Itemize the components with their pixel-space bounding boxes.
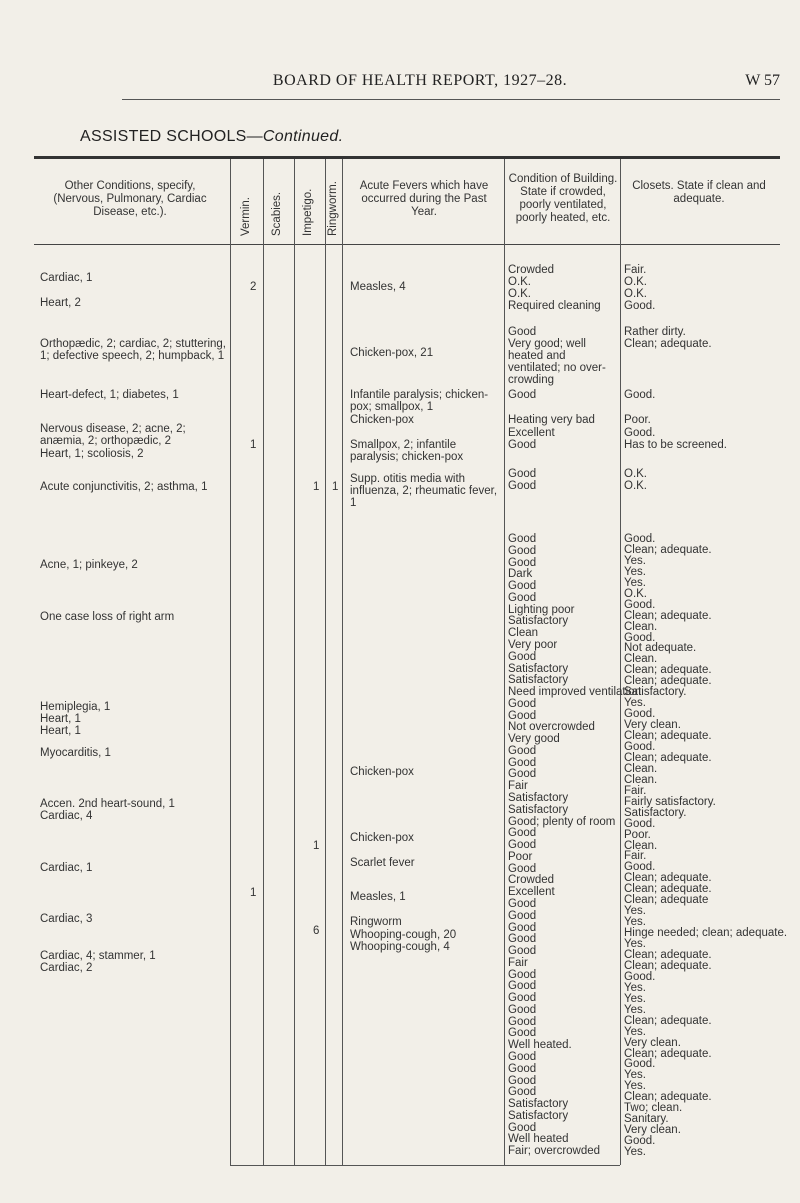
- building-condition: Good: [508, 839, 537, 851]
- building-condition: Good: [508, 863, 537, 875]
- closet-condition: Fairly satisfactory.: [624, 796, 716, 808]
- building-condition: Crowded: [508, 874, 555, 886]
- building-condition: Good: [508, 480, 537, 492]
- building-condition: Dark: [508, 568, 533, 580]
- column-divider: [504, 159, 505, 1165]
- other-condition: Heart, 2: [40, 297, 81, 309]
- closet-condition: Clean; adequate.: [624, 675, 712, 687]
- column-divider: [230, 159, 231, 1165]
- impetigo-count: 6: [313, 925, 320, 937]
- building-condition: Poor: [508, 851, 533, 863]
- closet-condition: Good.: [624, 971, 656, 983]
- header-scabies: Scabies.: [271, 191, 283, 236]
- table-bottom-rule: [230, 1165, 620, 1166]
- closet-condition: Clean; adequate.: [624, 544, 712, 556]
- building-condition: Good: [508, 439, 537, 451]
- closet-condition: Good.: [624, 861, 656, 873]
- building-condition: Good: [508, 545, 537, 557]
- closet-condition: Clean.: [624, 840, 658, 852]
- scabies-count: 2: [250, 281, 257, 293]
- closet-condition: Clean.: [624, 653, 658, 665]
- closet-condition: Yes.: [624, 1146, 646, 1158]
- fever-entry: Measles, 1: [350, 891, 406, 903]
- closet-condition: Clean; adequate: [624, 894, 709, 906]
- impetigo-count: 1: [313, 840, 320, 852]
- closet-condition: Yes.: [624, 982, 646, 994]
- closet-condition: Hinge needed; clean; adequate.: [624, 927, 788, 939]
- building-condition: Good: [508, 1063, 537, 1075]
- other-condition: One case loss of right arm: [40, 611, 175, 623]
- building-condition: Satisfactory: [508, 674, 569, 686]
- closet-condition: O.K.: [624, 288, 648, 300]
- other-condition: Cardiac, 1: [40, 862, 93, 874]
- building-condition: Very good; well heated and ventilated; no over-crowding: [508, 338, 606, 386]
- closet-condition: Satisfactory.: [624, 686, 687, 698]
- table-header-rule: [34, 244, 780, 245]
- other-condition: Cardiac, 3: [40, 913, 93, 925]
- closet-condition: Good.: [624, 708, 656, 720]
- building-condition: Good: [508, 898, 537, 910]
- building-condition: Good: [508, 592, 537, 604]
- building-condition: Good: [508, 1122, 537, 1134]
- table-top-rule: [34, 156, 780, 159]
- other-condition: Orthopædic, 2; cardiac, 2; stuttering, 1; defective speech, 2; humpback, 1: [40, 338, 227, 362]
- other-condition: Cardiac, 4: [40, 810, 93, 822]
- closet-condition: Good.: [624, 427, 656, 439]
- fever-entry: Whooping-cough, 20: [350, 929, 457, 941]
- building-condition: Need improved ventilation: [508, 686, 641, 698]
- closet-condition: Yes.: [624, 993, 646, 1005]
- closet-condition: Yes.: [624, 697, 646, 709]
- closet-condition: Good.: [624, 632, 656, 644]
- closet-condition: Clean; adequate.: [624, 872, 712, 884]
- building-condition: Satisfactory: [508, 804, 569, 816]
- closet-condition: Satisfactory.: [624, 807, 687, 819]
- closet-condition: Poor.: [624, 829, 651, 841]
- closet-condition: Rather dirty.: [624, 326, 686, 338]
- fever-entry: Chicken-pox: [350, 766, 414, 778]
- fever-entry: Chicken-pox, 21: [350, 347, 434, 359]
- other-condition: Accen. 2nd heart-sound, 1: [40, 798, 175, 810]
- closet-condition: O.K.: [624, 480, 648, 492]
- building-condition: Good: [508, 710, 537, 722]
- building-condition: Excellent: [508, 886, 555, 898]
- fever-entry: Infantile paralysis; chicken-pox; smallpox, 1: [350, 389, 489, 413]
- ringworm-count: 1: [332, 481, 339, 493]
- building-condition: Clean: [508, 627, 539, 639]
- building-condition: Good: [508, 992, 537, 1004]
- closet-condition: Yes.: [624, 1004, 646, 1016]
- header-acute-fevers: Acute Fevers which have occurred during the Past Year.: [359, 180, 489, 218]
- building-condition: Good: [508, 651, 537, 663]
- closet-condition: Fair.: [624, 264, 647, 276]
- closet-condition: Good.: [624, 300, 656, 312]
- other-condition: Nervous disease, 2; acne, 2; anæmia, 2; orthopædic, 2: [40, 423, 186, 447]
- building-condition: O.K.: [508, 276, 532, 288]
- building-condition: Good: [508, 922, 537, 934]
- closet-condition: Yes.: [624, 1026, 646, 1038]
- other-condition: Heart, 1; scoliosis, 2: [40, 448, 144, 460]
- closet-condition: Good.: [624, 1058, 656, 1070]
- building-condition: Fair; overcrowded: [508, 1145, 601, 1157]
- building-condition: Not overcrowded: [508, 721, 595, 733]
- fever-entry: Ringworm: [350, 916, 402, 928]
- closet-condition: Good.: [624, 599, 656, 611]
- closet-condition: Clean; adequate.: [624, 664, 712, 676]
- closet-condition: Yes.: [624, 1080, 646, 1092]
- other-condition: Cardiac, 4; stammer, 1: [40, 950, 156, 962]
- column-divider: [294, 159, 295, 1165]
- other-condition: Cardiac, 1: [40, 272, 93, 284]
- building-condition: Satisfactory: [508, 615, 569, 627]
- building-condition: Good: [508, 980, 537, 992]
- building-condition: Very good: [508, 733, 560, 745]
- closet-condition: Clean.: [624, 621, 658, 633]
- building-condition: Good: [508, 1075, 537, 1087]
- column-divider: [263, 159, 264, 1165]
- fever-entry: Chicken-pox: [350, 414, 414, 426]
- closet-condition: Good.: [624, 741, 656, 753]
- header-building: Condition of Building. State if crowded, poorly ventilated, poorly heated, etc.: [508, 173, 618, 224]
- closet-condition: Clean; adequate.: [624, 960, 712, 972]
- building-condition: Required cleaning: [508, 300, 601, 312]
- column-divider: [325, 159, 326, 1165]
- closet-condition: Clean; adequate.: [624, 752, 712, 764]
- building-condition: Good: [508, 389, 537, 401]
- building-condition: Good: [508, 698, 537, 710]
- fever-entry: Chicken-pox: [350, 832, 414, 844]
- closet-condition: O.K.: [624, 276, 648, 288]
- building-condition: Well heated: [508, 1133, 569, 1145]
- building-condition: Very poor: [508, 639, 558, 651]
- fever-entry: Supp. otitis media with influenza, 2; rheumatic fever, 1: [350, 473, 498, 509]
- building-condition: Good: [508, 533, 537, 545]
- building-condition: Good; plenty of room: [508, 816, 616, 828]
- building-condition: Heating very bad: [508, 414, 595, 426]
- closet-condition: Yes.: [624, 938, 646, 950]
- building-condition: Satisfactory: [508, 663, 569, 675]
- other-condition: Heart-defect, 1; diabetes, 1: [40, 389, 179, 401]
- building-condition: Good: [508, 468, 537, 480]
- building-condition: Crowded: [508, 264, 555, 276]
- column-divider: [342, 159, 343, 1165]
- building-condition: Fair: [508, 780, 528, 792]
- closet-condition: Yes.: [624, 566, 646, 578]
- building-condition: O.K.: [508, 288, 532, 300]
- closet-condition: Clean; adequate.: [624, 1048, 712, 1060]
- header-vermin: Vermin.: [240, 197, 252, 236]
- closet-condition: Yes.: [624, 577, 646, 589]
- closet-condition: Clean; adequate.: [624, 883, 712, 895]
- building-condition: Lighting poor: [508, 604, 575, 616]
- building-condition: Good: [508, 1016, 537, 1028]
- other-condition: Heart, 1: [40, 713, 81, 725]
- building-condition: Good: [508, 1004, 537, 1016]
- closet-condition: Very clean.: [624, 1037, 681, 1049]
- closet-condition: O.K.: [624, 468, 648, 480]
- closet-condition: Good.: [624, 818, 656, 830]
- closet-condition: O.K.: [624, 588, 648, 600]
- fever-entry: Smallpox, 2; infantile paralysis; chicken-pox: [350, 439, 464, 463]
- building-condition: Fair: [508, 957, 528, 969]
- closet-condition: Very clean.: [624, 719, 681, 731]
- other-condition: Acute conjunctivitis, 2; asthma, 1: [40, 481, 208, 493]
- closet-condition: Poor.: [624, 414, 651, 426]
- closet-condition: Clean.: [624, 763, 658, 775]
- header-closets: Closets. State if clean and adequate.: [632, 180, 766, 205]
- closet-condition: Clean; adequate.: [624, 949, 712, 961]
- closet-condition: Yes.: [624, 916, 646, 928]
- closet-condition: Good.: [624, 389, 656, 401]
- closet-condition: Not adequate.: [624, 642, 697, 654]
- closet-condition: Yes.: [624, 555, 646, 567]
- fever-entry: Scarlet fever: [350, 857, 415, 869]
- closet-condition: Good.: [624, 1135, 656, 1147]
- building-condition: Well heated.: [508, 1039, 572, 1051]
- building-condition: Satisfactory: [508, 1098, 569, 1110]
- closet-condition: Clean; adequate.: [624, 338, 712, 350]
- closet-condition: Fair.: [624, 850, 647, 862]
- closet-condition: Yes.: [624, 1069, 646, 1081]
- other-condition: Hemiplegia, 1: [40, 701, 111, 713]
- building-condition: Good: [508, 945, 537, 957]
- building-condition: Good: [508, 1086, 537, 1098]
- building-condition: Satisfactory: [508, 792, 569, 804]
- header-ringworm: Ringworm.: [327, 181, 339, 236]
- closet-condition: Sanitary.: [624, 1113, 669, 1125]
- building-condition: Good: [508, 969, 537, 981]
- other-condition: Cardiac, 2: [40, 962, 93, 974]
- header-impetigo: Impetigo.: [302, 188, 314, 236]
- fever-entry: Whooping-cough, 4: [350, 941, 450, 953]
- closet-condition: Clean; adequate.: [624, 610, 712, 622]
- header-rule: [122, 99, 780, 100]
- fever-entry: Measles, 4: [350, 281, 406, 293]
- building-condition: Good: [508, 933, 537, 945]
- closet-condition: Clean; adequate.: [624, 730, 712, 742]
- page-header: [60, 72, 780, 96]
- closet-condition: Has to be screened.: [624, 439, 727, 451]
- building-condition: Good: [508, 827, 537, 839]
- closet-condition: Yes.: [624, 905, 646, 917]
- building-condition: Good: [508, 1051, 537, 1063]
- building-condition: Good: [508, 745, 537, 757]
- impetigo-count: 1: [313, 481, 320, 493]
- building-condition: Good: [508, 580, 537, 592]
- column-divider: [620, 159, 621, 1165]
- scabies-count: 1: [250, 439, 257, 451]
- other-condition: Acne, 1; pinkeye, 2: [40, 559, 138, 571]
- building-condition: Good: [508, 768, 537, 780]
- building-condition: Good: [508, 910, 537, 922]
- building-condition: Good: [508, 757, 537, 769]
- report-title: BOARD OF HEALTH REPORT, 1927–28.: [272, 72, 568, 89]
- closet-condition: Clean; adequate.: [624, 1015, 712, 1027]
- closet-condition: Very clean.: [624, 1124, 681, 1136]
- closet-condition: Good.: [624, 533, 656, 545]
- closet-condition: Two; clean.: [624, 1102, 683, 1114]
- building-condition: Good: [508, 1027, 537, 1039]
- other-condition: Myocarditis, 1: [40, 747, 111, 759]
- building-condition: Good: [508, 326, 537, 338]
- other-condition: Heart, 1: [40, 725, 81, 737]
- scabies-count: 1: [250, 887, 257, 899]
- header-other-conditions: Other Conditions, specify, (Nervous, Pulmonary, Cardiac Disease, etc.).: [53, 180, 207, 218]
- building-condition: Excellent: [508, 427, 555, 439]
- building-condition: Satisfactory: [508, 1110, 569, 1122]
- closet-condition: Clean.: [624, 774, 658, 786]
- page-number: W 57: [745, 72, 780, 89]
- section-title: ASSISTED SCHOOLS—Continued.: [80, 128, 344, 145]
- closet-condition: Clean; adequate.: [624, 1091, 712, 1103]
- building-condition: Good: [508, 557, 537, 569]
- closet-condition: Fair.: [624, 785, 647, 797]
